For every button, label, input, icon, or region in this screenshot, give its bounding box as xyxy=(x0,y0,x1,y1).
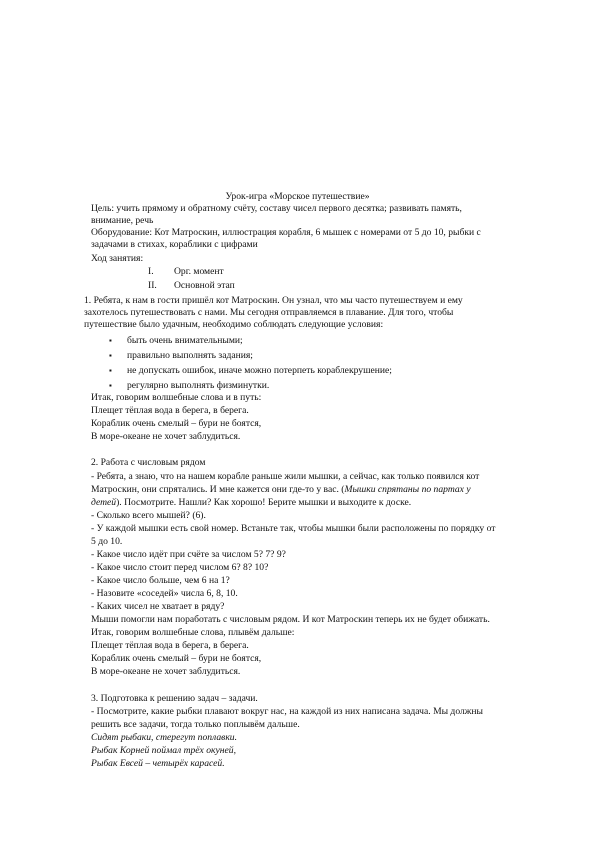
stage-item xyxy=(0,266,595,278)
stage-label: Основной этап xyxy=(174,280,235,291)
text-span: ). Посмотрите. Нашли? Как хорошо! Берите мышки и выходите к доске. xyxy=(116,497,412,508)
stage-number: II. xyxy=(148,280,157,291)
section2-line: - Какое число стоит перед числом 6? 8? 10? xyxy=(91,562,269,573)
task-poem-line: Сидят рыбаки, стерегут поплавки. xyxy=(91,732,237,743)
bullet-item xyxy=(0,350,595,362)
section2-line: - Сколько всего мышей? (6). xyxy=(91,510,206,521)
bullet-marker-icon: ▪ xyxy=(109,336,112,345)
section2-line: - Ребята, а знаю, что на нашем корабле раньше жили мышки, а сейчас, как только появился кот xyxy=(91,471,480,482)
task-poem-line: Рыбак Корней поймал трёх окуней, xyxy=(91,745,236,756)
bullet-text: регулярно выполнять физминутки. xyxy=(127,380,270,391)
bullet-text: правильно выполнять задания; xyxy=(127,350,253,361)
poem-line: Плещет тёплая вода в берега, в берега. xyxy=(91,640,249,651)
section2-line: - У каждой мышки есть свой номер. Встаньте так, чтобы мышки были расположены по порядку от xyxy=(91,523,496,534)
bullet-item xyxy=(0,365,595,377)
goal-line-2: внимание, речь xyxy=(91,215,154,226)
section2-line: Итак, говорим волшебные слова, плывём дальше: xyxy=(91,627,295,638)
bullet-marker-icon: ▪ xyxy=(109,381,112,390)
stage-number: I. xyxy=(148,266,154,277)
section2-line: - Назовите «соседей» числа 6, 8, 10. xyxy=(91,588,238,599)
section2-line: 5 до 10. xyxy=(91,536,123,547)
section3-heading: 3. Подготовка к решению задач – задачи. xyxy=(91,693,258,704)
italic-span: детей xyxy=(91,497,117,508)
bullet-marker-icon: ▪ xyxy=(109,351,112,360)
bullet-marker-icon: ▪ xyxy=(109,366,112,375)
equipment-line-1: Оборудование: Кот Матроскин, иллюстрация корабля, 6 мышек с номерами от 5 до 10, рыбки с xyxy=(91,227,481,238)
bullet-item xyxy=(0,335,595,347)
task-poem-line: Рыбак Евсей – четырёх карасей. xyxy=(91,758,225,769)
stage-label: Орг. момент xyxy=(174,266,224,277)
poem-line: Кораблик очень смелый – бури не боятся, xyxy=(91,418,262,429)
section2-heading: 2. Работа с числовым рядом xyxy=(91,457,206,468)
section2-line xyxy=(91,497,411,509)
section1-line: захотелось путешествовать с нами. Мы сегодня отправляемся в плавание. Для того, чтобы xyxy=(84,307,454,318)
stage-item xyxy=(0,280,595,292)
section1-after-line: Итак, говорим волшебные слова и в путь: xyxy=(91,392,262,403)
section2-line: - Какое число больше, чем 6 на 1? xyxy=(91,575,230,586)
goal-line-1: Цель: учить прямому и обратному счёту, составу чисел первого десятка; развивать память, xyxy=(91,203,462,214)
bullet-text: не допускать ошибок, иначе можно потерпеть кораблекрушение; xyxy=(127,365,392,376)
lesson-title: Урок-игра «Морское путешествие» xyxy=(225,191,370,202)
course-heading: Ход занятия: xyxy=(91,253,144,264)
poem-line: В море-океане не хочет заблудиться. xyxy=(91,431,241,442)
section3-line: - Посмотрите, какие рыбки плавают вокруг нас, на каждой из них написана задача. Мы должны xyxy=(91,706,483,717)
section2-line xyxy=(91,484,471,496)
poem-line: Плещет тёплая вода в берега, в берега. xyxy=(91,405,249,416)
bullet-item xyxy=(0,380,595,392)
poem-line: Кораблик очень смелый – бури не боятся, xyxy=(91,653,262,664)
section3-line: решить все задачи, тогда только поплывём дальше. xyxy=(91,719,300,730)
section2-line: - Какое число идёт при счёте за числом 5? 7? 9? xyxy=(91,549,286,560)
section1-line: 1. Ребята, к нам в гости пришёл кот Матроскин. Он узнал, что мы часто путешествуем и ему xyxy=(84,295,463,306)
italic-span: Мышки спрятаны по партах у xyxy=(344,484,471,495)
equipment-line-2: задачами в стихах, кораблики с цифрами xyxy=(91,239,258,250)
text-span: Матроскин, они спрятались. И мне кажется они где-то у вас. ( xyxy=(91,484,345,495)
section2-line: - Каких чисел не хватает в ряду? xyxy=(91,601,225,612)
bullet-text: быть очень внимательными; xyxy=(127,335,243,346)
poem-line: В море-океане не хочет заблудиться. xyxy=(91,666,241,677)
section2-line: Мыши помогли нам поработать с числовым рядом. И кот Матроскин теперь их не будет обижать. xyxy=(91,614,490,625)
section1-line: путешествие было удачным, необходимо соблюдать следующие условия: xyxy=(84,319,384,330)
